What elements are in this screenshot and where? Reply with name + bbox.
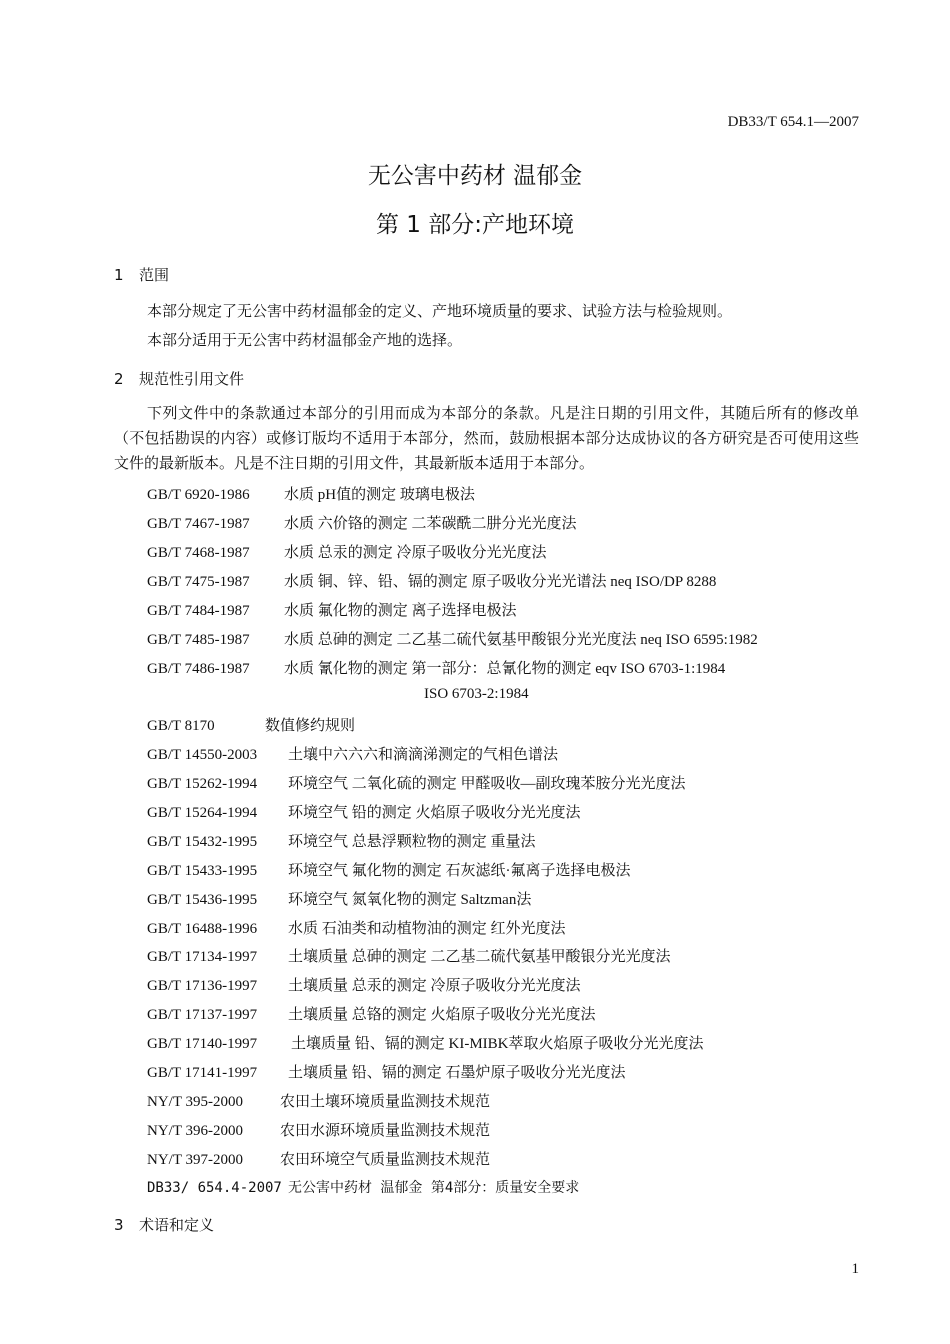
reference-code: GB/T 17140-1997 bbox=[147, 1036, 258, 1052]
reference-item bbox=[147, 657, 725, 678]
reference-code: GB/T 7485-1987 bbox=[147, 632, 250, 648]
reference-code: GB/T 14550-2003 bbox=[147, 747, 258, 763]
reference-code: GB/T 7486-1987 bbox=[147, 661, 250, 677]
reference-code: GB/T 7475-1987 bbox=[147, 574, 250, 590]
reference-title: 土壤质量 铅、镉的测定 石墨炉原子吸收分光光度法 bbox=[288, 1065, 626, 1081]
reference-title: 土壤质量 总砷的测定 二乙基二硫代氨基甲酸银分光光度法 bbox=[288, 949, 671, 965]
reference-item bbox=[147, 541, 547, 562]
reference-item bbox=[147, 512, 577, 533]
reference-item bbox=[147, 483, 475, 504]
reference-title: 土壤质量 铅、镉的测定 KI-MIBK萃取火焰原子吸收分光光度法 bbox=[291, 1036, 704, 1052]
reference-title: 无公害中药材 温郁金 第4部分：质量安全要求 bbox=[288, 1180, 580, 1196]
reference-item bbox=[147, 945, 671, 966]
reference-code: GB/T 7484-1987 bbox=[147, 603, 250, 619]
reference-code: GB/T 6920-1986 bbox=[147, 487, 250, 503]
reference-code: GB/T 7468-1987 bbox=[147, 545, 250, 561]
reference-title: 水质 氰化物的测定 第一部分：总氰化物的测定 eqv ISO 6703-1:1984 bbox=[284, 661, 726, 677]
document-number: DB33/T 654.1—2007 bbox=[727, 114, 859, 130]
reference-title: 水质 总汞的测定 冷原子吸收分光光度法 bbox=[284, 545, 547, 561]
reference-item bbox=[147, 772, 686, 793]
reference-code: GB/T 15432-1995 bbox=[147, 834, 258, 850]
section-number: 2 bbox=[114, 370, 124, 388]
reference-title: 农田环境空气质量监测技术规范 bbox=[280, 1152, 491, 1168]
document-title: 无公害中药材 温郁金 bbox=[367, 163, 583, 189]
reference-title: 水质 石油类和动植物油的测定 红外光度法 bbox=[288, 921, 566, 937]
reference-item bbox=[147, 1061, 626, 1082]
reference-code: GB/T 15436-1995 bbox=[147, 892, 258, 908]
reference-item bbox=[147, 1177, 579, 1197]
reference-item bbox=[147, 974, 581, 995]
section-heading-terms bbox=[114, 1214, 214, 1235]
reference-title: 水质 铜、锌、铅、镉的测定 原子吸收分光光谱法 neq ISO/DP 8288 bbox=[284, 574, 717, 590]
reference-code: GB/T 17141-1997 bbox=[147, 1065, 258, 1081]
reference-title: 环境空气 总悬浮颗粒物的测定 重量法 bbox=[288, 834, 536, 850]
reference-code: NY/T 396-2000 bbox=[147, 1123, 243, 1139]
reference-title: 农田土壤环境质量监测技术规范 bbox=[280, 1094, 491, 1110]
section-title: 术语和定义 bbox=[139, 1216, 215, 1234]
reference-code: GB/T 15262-1994 bbox=[147, 776, 258, 792]
reference-item bbox=[147, 1003, 596, 1024]
reference-code: NY/T 395-2000 bbox=[147, 1094, 243, 1110]
section-number: 3 bbox=[114, 1216, 124, 1234]
reference-item bbox=[147, 1119, 490, 1140]
section-title: 范围 bbox=[139, 266, 170, 284]
reference-title: 水质 氟化物的测定 离子选择电极法 bbox=[284, 603, 517, 619]
reference-title: 环境空气 氟化物的测定 石灰滤纸·氟离子选择电极法 bbox=[288, 863, 631, 879]
reference-title: 土壤质量 总铬的测定 火焰原子吸收分光光度法 bbox=[288, 1007, 596, 1023]
reference-code: GB/T 17134-1997 bbox=[147, 949, 258, 965]
reference-item bbox=[147, 628, 758, 649]
normative-intro-paragraph: 下列文件中的条款通过本部分的引用而成为本部分的条款。凡是注日期的引用文件，其随后所有的修改单（不包括勘误的内容）或修订版均不适用于本部分，然而，鼓励根据本部分达成协议的各方研究是否可使用这些文件的最新版本。凡是不注日期的引用文件，其最新版本适用于本部分。 bbox=[114, 406, 859, 472]
reference-code: GB/T 7467-1987 bbox=[147, 516, 250, 532]
reference-code: GB/T 17137-1997 bbox=[147, 1007, 258, 1023]
page-number: 1 bbox=[851, 1261, 859, 1277]
section-heading-scope bbox=[114, 264, 169, 285]
reference-title: 水质 六价铬的测定 二苯碳酰二肼分光光度法 bbox=[284, 516, 577, 532]
reference-code: GB/T 15433-1995 bbox=[147, 863, 258, 879]
reference-title: 农田水源环境质量监测技术规范 bbox=[280, 1123, 491, 1139]
reference-item bbox=[147, 743, 558, 764]
reference-item bbox=[147, 1090, 490, 1111]
reference-title: 环境空气 二氧化硫的测定 甲醛吸收—副玫瑰苯胺分光光度法 bbox=[288, 776, 686, 792]
reference-item bbox=[147, 714, 355, 735]
reference-code: GB/T 16488-1996 bbox=[147, 921, 258, 937]
reference-item bbox=[147, 830, 536, 851]
section-number: 1 bbox=[114, 266, 124, 284]
reference-item bbox=[147, 888, 531, 909]
reference-title: 土壤中六六六和滴滴涕测定的气相色谱法 bbox=[288, 747, 559, 763]
reference-item bbox=[147, 1032, 704, 1053]
reference-code: GB/T 15264-1994 bbox=[147, 805, 258, 821]
reference-code: DB33/ 654.4-2007 bbox=[147, 1180, 282, 1196]
reference-item bbox=[147, 917, 566, 938]
reference-code: GB/T 8170 bbox=[147, 718, 215, 734]
reference-item bbox=[147, 859, 631, 880]
reference-code: NY/T 397-2000 bbox=[147, 1152, 243, 1168]
reference-title: 水质 pH值的测定 玻璃电极法 bbox=[284, 487, 475, 503]
reference-code: GB/T 17136-1997 bbox=[147, 978, 258, 994]
reference-title: 环境空气 氮氧化物的测定 Saltzman法 bbox=[288, 892, 532, 908]
scope-paragraph-2: 本部分适用于无公害中药材温郁金产地的选择。 bbox=[147, 333, 463, 349]
document-subtitle: 第 1 部分:产地环境 bbox=[375, 212, 574, 238]
section-heading-normative bbox=[114, 368, 244, 389]
scope-paragraph-1: 本部分规定了无公害中药材温郁金的定义、产地环境质量的要求、试验方法与检验规则。 bbox=[147, 304, 733, 320]
section-title: 规范性引用文件 bbox=[139, 370, 245, 388]
reference-title: 环境空气 铅的测定 火焰原子吸收分光光度法 bbox=[288, 805, 581, 821]
reference-title: 数值修约规则 bbox=[265, 718, 356, 734]
reference-item bbox=[147, 599, 517, 620]
reference-item bbox=[147, 801, 581, 822]
reference-title: 水质 总砷的测定 二乙基二硫代氨基甲酸银分光光度法 neq ISO 6595:1982 bbox=[284, 632, 758, 648]
reference-item bbox=[147, 1148, 490, 1169]
reference-continuation: ISO 6703-2:1984 bbox=[424, 686, 529, 702]
reference-item bbox=[147, 570, 716, 591]
reference-title: 土壤质量 总汞的测定 冷原子吸收分光光度法 bbox=[288, 978, 581, 994]
